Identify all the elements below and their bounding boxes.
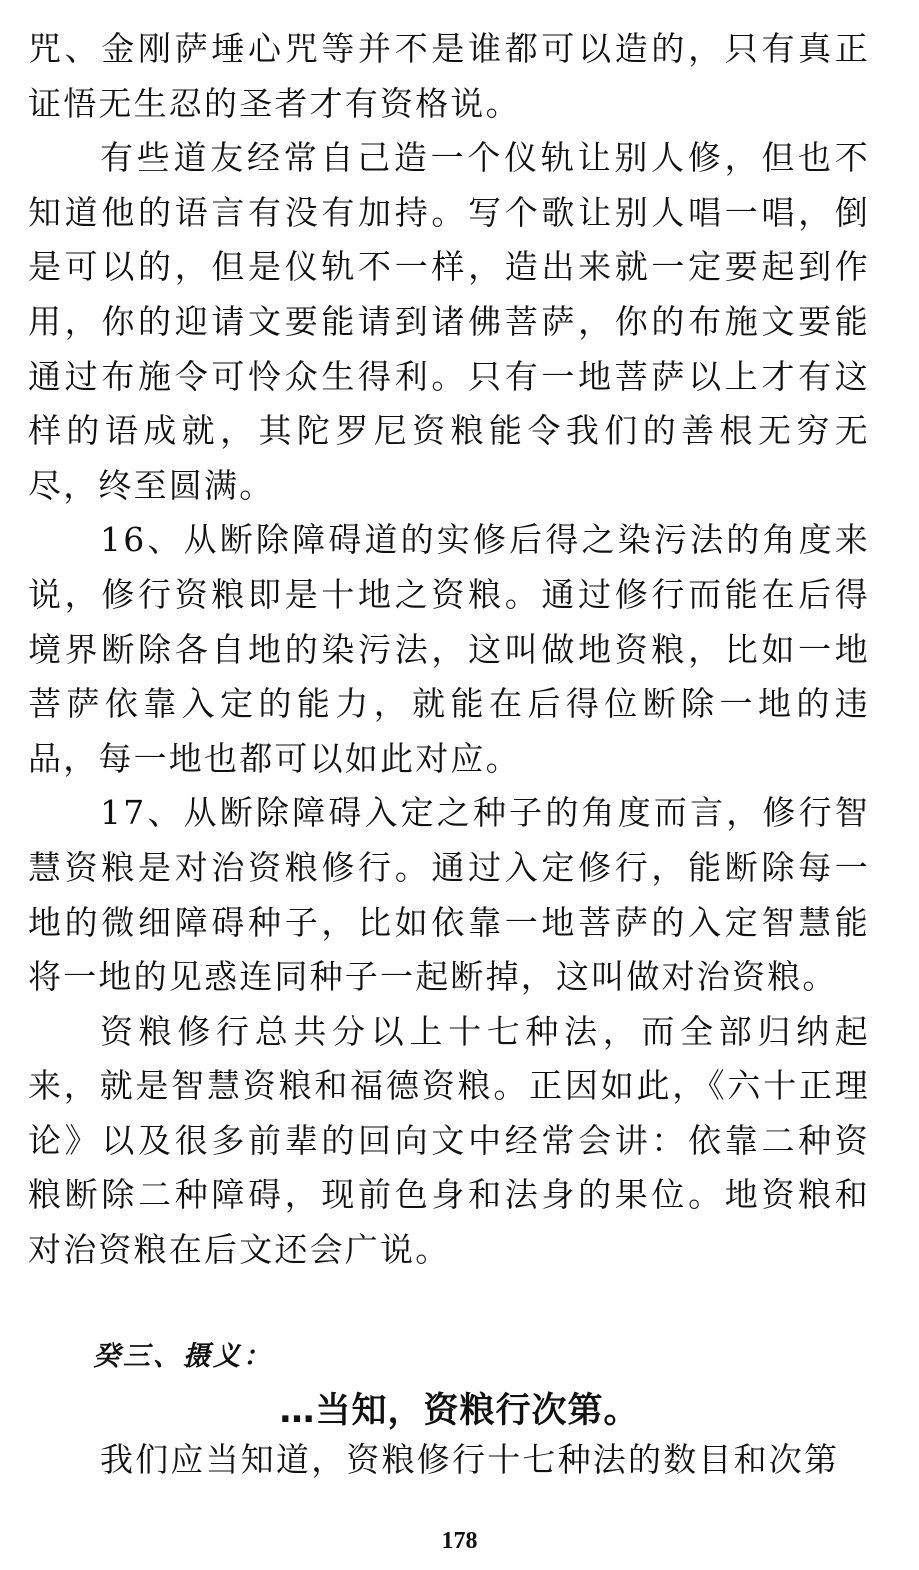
section-heading: 癸三、摄义：	[93, 1341, 273, 1372]
paragraph-ritual: 有些道友经常自己造一个仪轨让别人修，但也不知道他的语言有没有加持。写个歌让别人唱一唱，倒是可以的，但是仪轨不一样，造出来就一定要起到作用，你的迎请文要能请到诸佛菩萨，你的布施文要能通过布施令可怜众生得利。只有一地菩萨以上才有这样的语成就，其陀罗尼资粮能令我们的善根无穷无尽，终至圆满。	[28, 138, 870, 505]
paragraph-continued: 咒、金刚萨埵心咒等并不是谁都可以造的，只有真正证悟无生忍的圣者才有资格说。	[28, 29, 870, 123]
root-verse: …当知，资粮行次第。	[279, 1391, 640, 1431]
paragraph-16: 16、从断除障碍道的实修后得之染污法的角度来说，修行资粮即是十地之资粮。通过修行而能在后得境界断除各自地的染污法，这叫做地资粮，比如一地菩萨依靠入定的能力，就能在后得位断除一地的违品，每一地也都可以如此对应。	[28, 520, 870, 778]
paragraph-17: 17、从断除障碍入定之种子的角度而言，修行智慧资粮是对治资粮修行。通过入定修行，能断除每一地的微细障碍种子，比如依靠一地菩萨的入定智慧能将一地的见惑连同种子一起断掉，这叫做对治资粮。	[28, 793, 870, 997]
body-text	[28, 22, 870, 1278]
paragraph-summary: 资粮修行总共分以上十七种法，而全部归纳起来，就是智慧资粮和福德资粮。正因如此，《六十正理论》以及很多前辈的回向文中经常会讲：依靠二种资粮断除二种障碍，现前色身和法身的果位。地资粮和对治资粮在后文还会广说。	[28, 1011, 870, 1270]
commentary-line: 我们应当知道，资粮修行十七种法的数目和次第	[100, 1440, 840, 1479]
page-number: 178	[441, 1528, 478, 1554]
